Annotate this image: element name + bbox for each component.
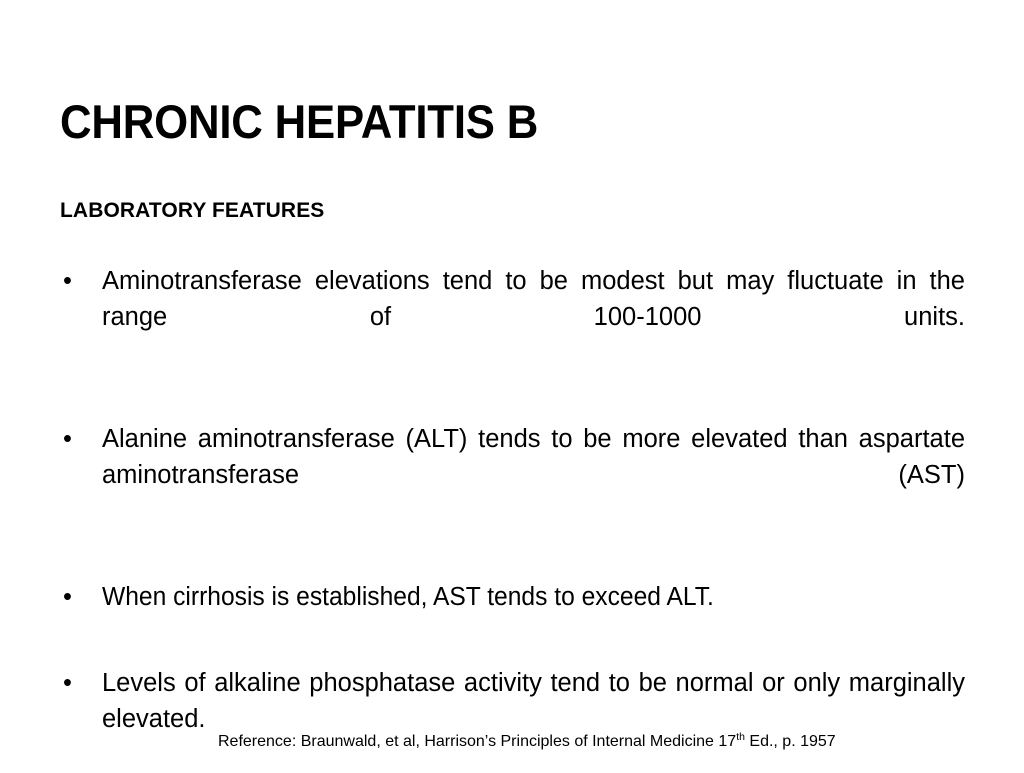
reference-text-before: Reference: Braunwald, et al, Harrison’s Principles of Internal Medicine 17 <box>218 733 737 750</box>
bullet-dot-icon: • <box>63 425 72 453</box>
list-item <box>60 665 965 773</box>
section-subheading: LABORATORY FEATURES <box>60 199 325 223</box>
list-item <box>60 263 965 371</box>
bullet-dot-icon: • <box>63 267 72 295</box>
bullet-list <box>60 263 965 773</box>
list-item <box>60 421 965 529</box>
bullet-dot-icon: • <box>63 669 72 697</box>
list-item-text: Levels of alkaline phosphatase activity tend to be normal or only marginally elevated. <box>102 669 965 733</box>
page-title: CHRONIC HEPATITIS B <box>60 95 539 149</box>
reference-ordinal-suffix: th <box>736 731 745 743</box>
bullet-dot-icon: • <box>63 583 72 611</box>
list-item-text: When cirrhosis is established, AST tends to exceed ALT. <box>102 583 714 611</box>
reference-text-after: Ed., p. 1957 <box>744 733 836 750</box>
list-item-text: Alanine aminotransferase (ALT) tends to be more elevated than aspartate aminotransferase (AST) <box>102 425 965 489</box>
reference-citation <box>218 731 836 753</box>
list-item <box>60 579 965 615</box>
list-item-text: Aminotransferase elevations tend to be modest but may fluctuate in the range of 100-1000 units. <box>102 267 965 331</box>
